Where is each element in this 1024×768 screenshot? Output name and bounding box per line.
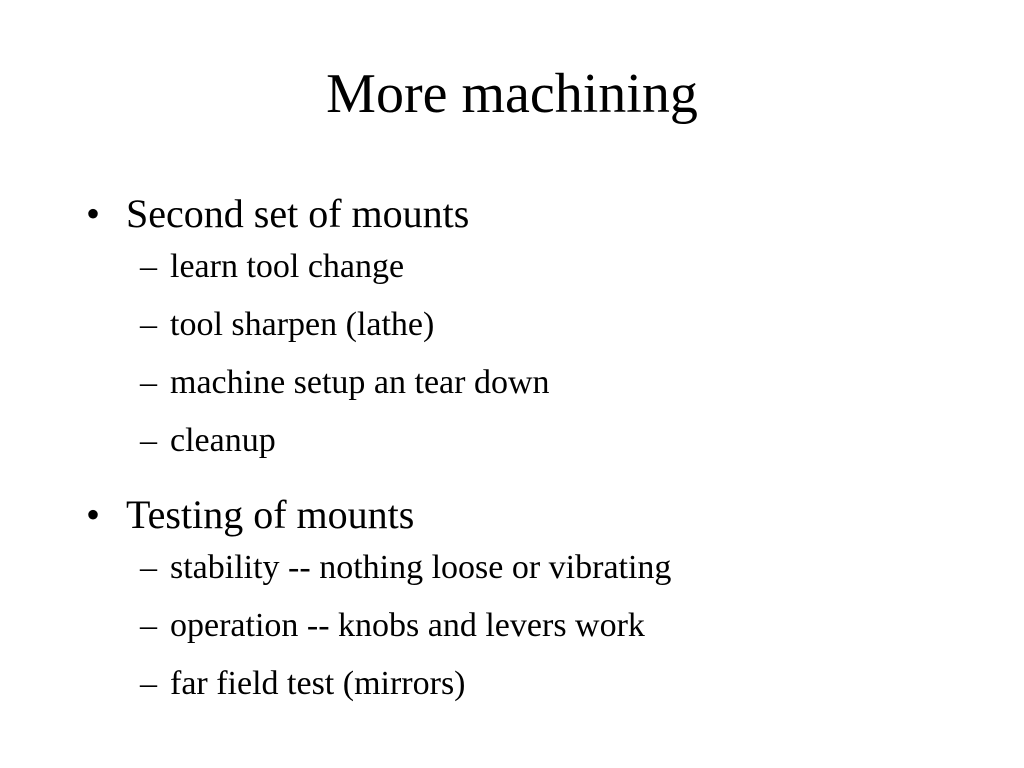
sub-item: [86, 422, 671, 480]
sub-item: [86, 607, 671, 665]
sub-item-text: cleanup: [170, 422, 276, 459]
bullet-item: [86, 190, 671, 480]
sub-list: [86, 248, 671, 480]
dash-marker: –: [140, 422, 157, 459]
sub-item: [86, 248, 671, 306]
sub-item: [86, 665, 671, 723]
dash-marker: –: [140, 364, 157, 401]
bullet-line: [86, 190, 671, 238]
dash-marker: –: [140, 248, 157, 285]
sub-item-text: far field test (mirrors): [170, 665, 466, 702]
bullet-list: [86, 190, 671, 734]
sub-item-text: tool sharpen (lathe): [170, 306, 435, 343]
sub-list: [86, 549, 671, 723]
bullet-marker: •: [86, 492, 101, 537]
bullet-marker: •: [86, 191, 101, 236]
dash-marker: –: [140, 665, 157, 702]
sub-item-text: learn tool change: [170, 248, 405, 285]
sub-item-text: machine setup an tear down: [170, 364, 550, 401]
bullet-item: [86, 491, 671, 723]
bullet-text: Second set of mounts: [126, 191, 470, 236]
sub-item: [86, 306, 671, 364]
sub-item: [86, 549, 671, 607]
sub-item: [86, 364, 671, 422]
dash-marker: –: [140, 607, 157, 644]
slide-title: More machining: [326, 63, 698, 125]
dash-marker: –: [140, 549, 157, 586]
sub-item-text: operation -- knobs and levers work: [170, 607, 645, 644]
dash-marker: –: [140, 306, 157, 343]
bullet-line: [86, 491, 671, 539]
bullet-text: Testing of mounts: [126, 492, 415, 537]
sub-item-text: stability -- nothing loose or vibrating: [170, 549, 672, 586]
